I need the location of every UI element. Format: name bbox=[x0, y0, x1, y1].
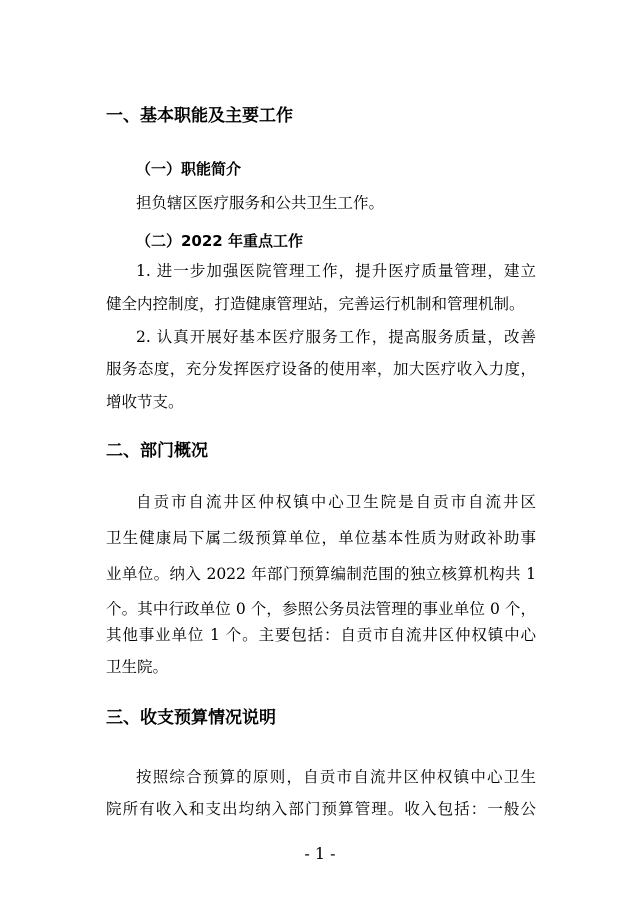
section1-sub1-text: 担负辖区医疗服务和公共卫生工作。 bbox=[136, 194, 385, 212]
section1-sub2-heading: （二）2022 年重点工作 bbox=[136, 232, 303, 250]
work-item-2-line-2: 服务态度，充分发挥医疗设备的使用率，加大医疗收入力度， bbox=[106, 360, 536, 378]
overview-line-2: 卫生健康局下属二级预算单位，单位基本性质为财政补助事 bbox=[106, 529, 536, 547]
work-item-1-line-2: 健全内控制度，打造健康管理站，完善运行机制和管理机制。 bbox=[106, 295, 525, 313]
budget-line-2: 院所有收入和支出均纳入部门预算管理。收入包括：一般公 bbox=[106, 800, 536, 818]
overview-line-4: 个。其中行政单位 0 个，参照公务员法管理的事业单位 0 个， bbox=[106, 600, 536, 618]
overview-line-6: 卫生院。 bbox=[106, 658, 169, 676]
overview-line-1: 自贡市自流井区仲权镇中心卫生院是自贡市自流井区 bbox=[136, 493, 536, 511]
section2-heading: 二、部门概况 bbox=[106, 441, 208, 461]
overview-line-3: 业单位。纳入 2022 年部门预算编制范围的独立核算机构共 1 bbox=[106, 565, 536, 583]
work-item-2-line-1: 2. 认真开展好基本医疗服务工作，提高服务质量，改善 bbox=[136, 328, 536, 346]
section1-heading: 一、基本职能及主要工作 bbox=[106, 106, 293, 126]
section1-sub1-heading: （一）职能简介 bbox=[136, 160, 242, 178]
work-item-1-line-1: 1. 进一步加强医院管理工作，提升医疗质量管理，建立 bbox=[136, 262, 536, 280]
work-item-2-line-3: 增收节支。 bbox=[106, 393, 184, 411]
section3-heading: 三、收支预算情况说明 bbox=[106, 708, 276, 728]
page-number: - 1 - bbox=[304, 844, 336, 863]
budget-line-1: 按照综合预算的原则，自贡市自流井区仲权镇中心卫生 bbox=[136, 768, 536, 786]
overview-line-5: 其他事业单位 1 个。主要包括：自贡市自流井区仲权镇中心 bbox=[106, 626, 536, 644]
